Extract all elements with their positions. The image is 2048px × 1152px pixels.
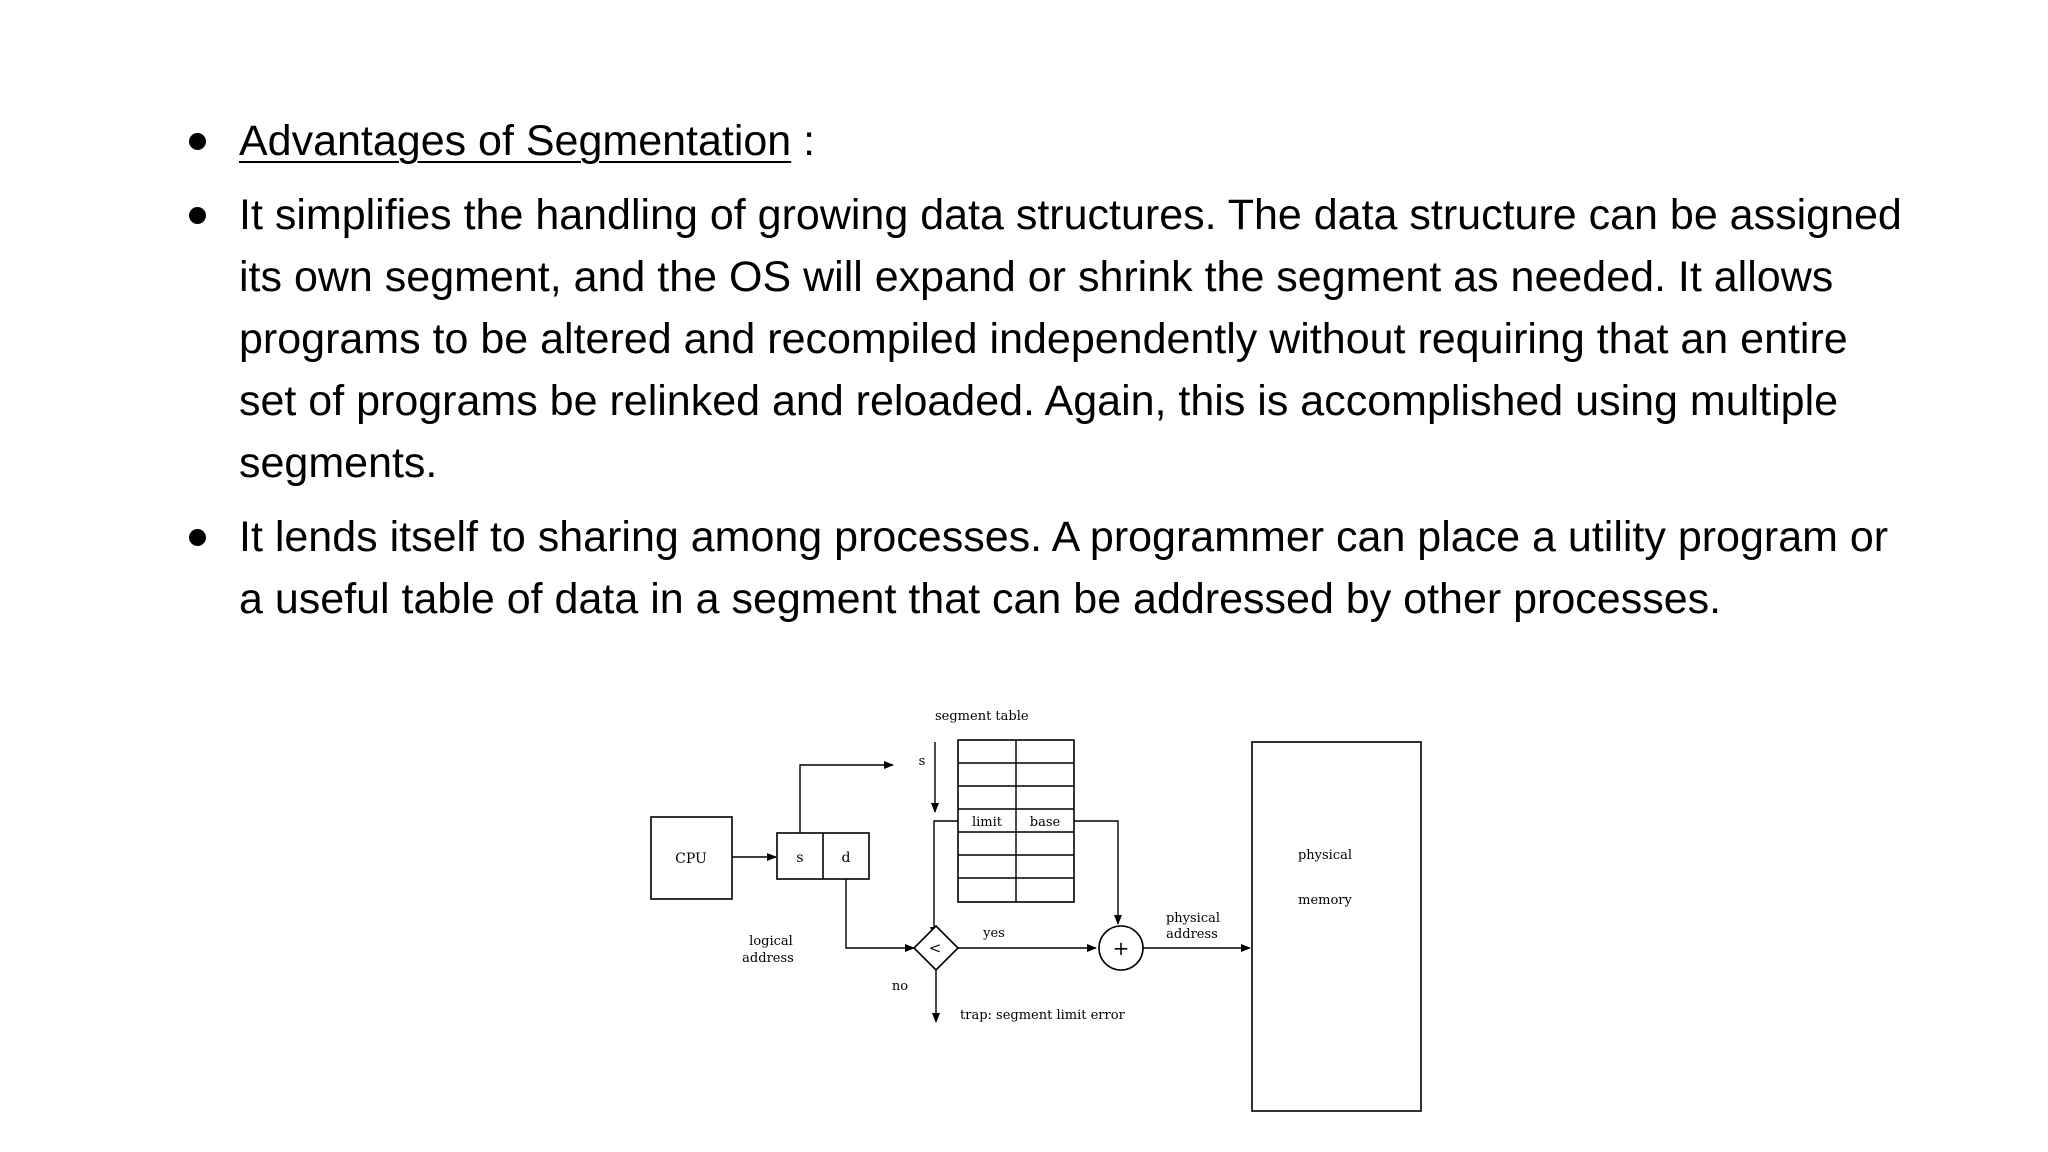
cpu-label: CPU <box>675 851 707 867</box>
section-heading: Advantages of Segmentation <box>239 117 792 165</box>
logical-address-label-1: logical <box>749 934 793 949</box>
bullet-list <box>187 110 1907 642</box>
d-cell-label: d <box>841 850 851 866</box>
physical-memory-label-2: memory <box>1298 893 1352 908</box>
bullet-heading <box>187 110 1907 172</box>
physical-memory-box <box>1252 742 1421 1111</box>
trap-label: trap: segment limit error <box>960 1008 1125 1023</box>
base-label: base <box>1029 815 1061 830</box>
base-arrow <box>1074 821 1118 924</box>
s-arrow-label: s <box>918 754 926 769</box>
compare-symbol: < <box>928 939 942 957</box>
offset-arrow <box>846 879 914 948</box>
physical-address-label-1: physical <box>1165 911 1221 926</box>
heading-colon: : <box>791 117 816 165</box>
physical-memory-label-1: physical <box>1297 848 1353 863</box>
plus-symbol: + <box>1112 936 1130 960</box>
s-index-arrow <box>800 765 893 833</box>
bullet-dot-icon <box>189 207 206 224</box>
s-cell-label: s <box>796 850 804 866</box>
no-label: no <box>891 979 909 994</box>
limit-arrow <box>934 821 958 936</box>
logical-address-label-2: address <box>742 951 794 966</box>
segmentation-hardware-diagram <box>640 690 1440 1130</box>
bullet-text: It simplifies the handling of growing data structures. The data structure can be assigned its own segment, and the OS will expand or shrink the segment as needed. It allows programs to be altered and recompiled independently without requiring that an entire set of programs be relinked and reloaded. Again, this is accomplished using multiple segments. <box>239 191 1902 487</box>
limit-label: limit <box>971 815 1003 830</box>
bullet-dot-icon <box>189 133 206 150</box>
physical-address-label-2: address <box>1166 927 1218 942</box>
bullet-dot-icon <box>189 529 206 546</box>
yes-label: yes <box>983 926 1005 941</box>
bullet-text: It lends itself to sharing among processes. A programmer can place a utility program or a useful table of data in a segment that can be addressed by other processes. <box>239 513 1889 623</box>
segment-table-label: segment table <box>935 709 1029 724</box>
bullet-item <box>187 184 1907 494</box>
bullet-item <box>187 506 1907 630</box>
